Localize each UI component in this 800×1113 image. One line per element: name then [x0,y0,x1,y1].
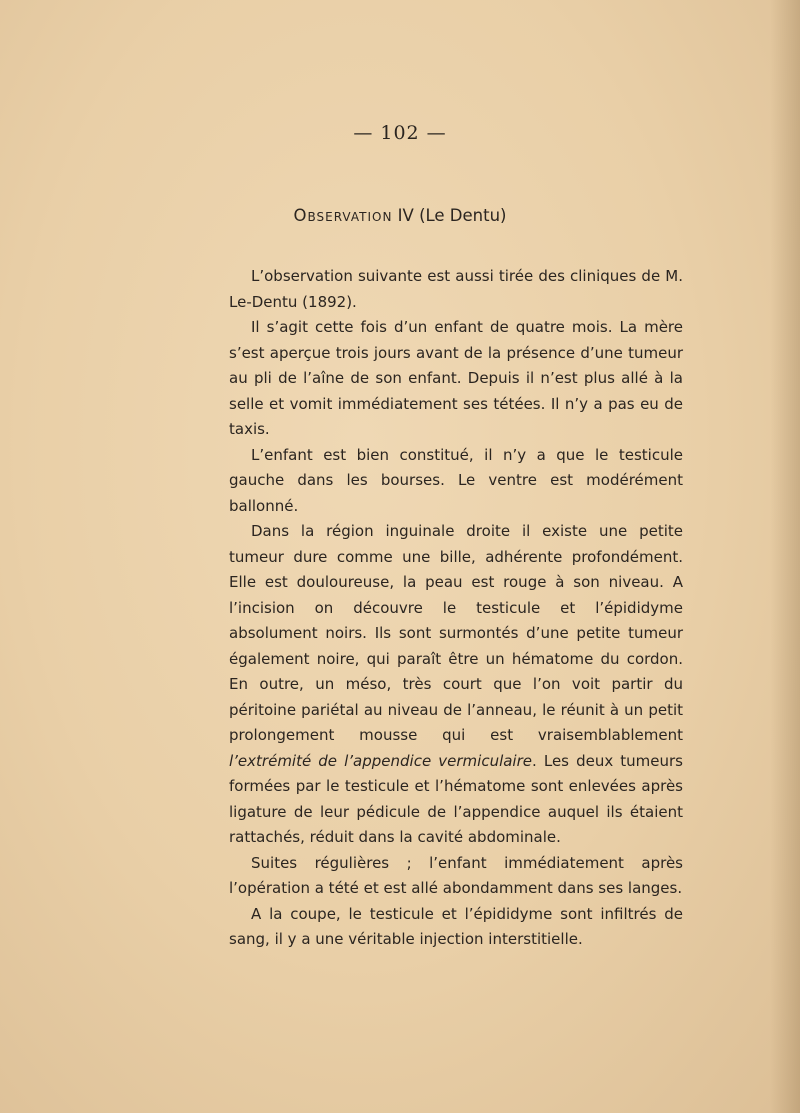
paragraph-6: A la coupe, le testicule et l’épididyme sont infiltrés de sang, il y a une véritable injection interstitielle. [229,904,683,948]
body-text [229,264,683,953]
observation-heading [0,206,800,225]
paragraph-4 [229,519,683,851]
paragraph-3: L’enfant est bien constitué, il n’y a que le testicule gauche dans les bourses. Le ventre est modérément ballonné. [229,445,683,515]
paragraph-1: L’observation suivante est aussi tirée des cliniques de M. Le-Dentu (1892). [229,267,683,311]
heading-smallcaps: Observation [293,206,393,225]
paragraph-4-after: . Les deux tumeurs formées par le testicule et l’hématome sont enlevées après ligature de leur pédicule de l’appendice auquel ils étaient rattachés, réduit dans la cavité abdominale. [229,751,683,846]
paragraph-4-before: Dans la région inguinale droite il existe une petite tumeur dure comme une bille, adhérente profondément. Elle est douloureuse, la peau est rouge à son niveau. A l’incision on découvre le testicule et l’épididyme absolument noirs. Ils sont surmontés d’une petite tumeur également noire, qui paraît être un hématome du cordon. En outre, un méso, très court que l’on voit partir du péritoine pariétal au niveau de l’anneau, le réunit à un petit prolongement mousse qui est vraisemblablement [229,522,683,744]
page-number: — 102 — [353,122,447,144]
page-edge-shadow [770,0,800,1113]
paragraph-4-italic: l’extrémité de l’appendice vermiculaire [229,751,532,770]
paragraph-2: Il s’agit cette fois d’un enfant de quatre mois. La mère s’est aperçue trois jours avant de la présence d’une tumeur au pli de l’aîne de son enfant. Depuis il n’est plus allé à la selle et vomit immédiatement ses tétées. Il n’y a pas eu de taxis. [229,318,683,438]
heading-rest: IV (Le Dentu) [392,206,507,225]
paragraph-5: Suites régulières ; l’enfant immédiatement après l’opération a tété et est allé abondamment dans ses langes. [229,853,683,897]
